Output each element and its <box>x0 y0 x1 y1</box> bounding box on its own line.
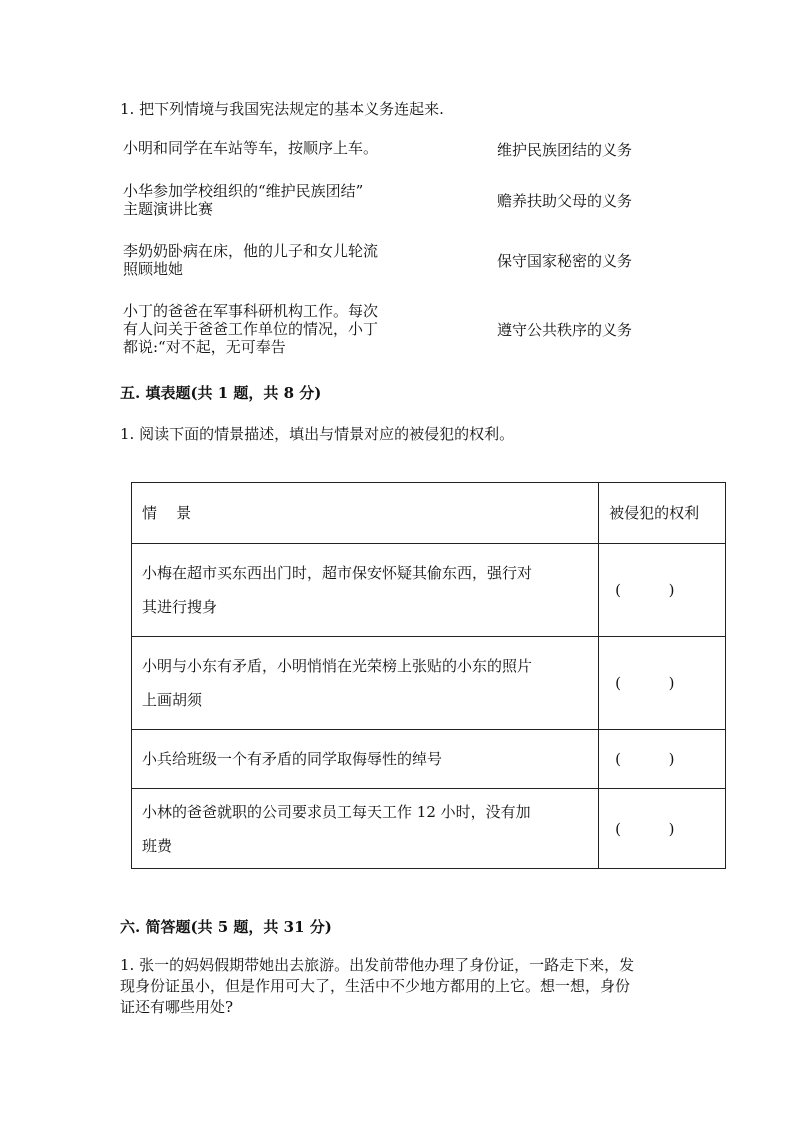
answer-blank[interactable]: ( ) <box>599 789 726 869</box>
table-row <box>132 637 726 730</box>
scene-line-1: 小兵给班级一个有矛盾的同学取侮辱性的绰号 <box>142 750 443 768</box>
duty-3: 保守国家秘密的义务 <box>497 252 633 270</box>
scene-line-1: 小梅在超市买东西出门时，超市保安怀疑其偷东西，强行对 <box>142 564 533 582</box>
situation-4-line-3: 都说:“对不起，无可奉告 <box>123 338 286 356</box>
situation-2-line-2: 主题演讲比赛 <box>123 200 214 218</box>
table-row <box>132 544 726 637</box>
answer-blank[interactable]: ( ) <box>599 637 726 730</box>
situation-1-line-1: 小明和同学在车站等车，按顺序上车。 <box>123 139 379 157</box>
scene-line-2: 上画胡须 <box>142 691 203 709</box>
duty-4: 遵守公共秩序的义务 <box>497 321 633 339</box>
situation-2-line-1: 小华参加学校组织的“维护民族团结” <box>123 182 364 200</box>
scene-cell <box>132 730 599 789</box>
answer-blank[interactable]: ( ) <box>599 544 726 637</box>
scene-line-1: 小明与小东有矛盾，小明悄悄在光荣榜上张贴的小东的照片 <box>142 657 533 675</box>
table-header-row <box>132 483 726 544</box>
table-row <box>132 789 726 869</box>
situation-3-line-1: 李奶奶卧病在床，他的儿子和女儿轮流 <box>123 242 379 260</box>
rights-table <box>131 482 726 869</box>
situation-3-line-2: 照顾地她 <box>123 260 184 278</box>
table-question: 1. 阅读下面的情景描述，填出与情景对应的被侵犯的权利。 <box>120 425 515 443</box>
header-right: 被侵犯的权利 <box>599 483 726 544</box>
situation-1 <box>123 139 378 157</box>
scene-line-1: 小林的爸爸就职的公司要求员工每天工作 12 小时，没有加 <box>142 802 531 821</box>
scene-line-2: 其进行搜身 <box>142 598 218 616</box>
situation-4-line-1: 小丁的爸爸在军事科研机构工作。每次 <box>123 302 379 320</box>
duty-1: 维护民族团结的义务 <box>497 141 633 159</box>
section-6-heading: 六. 简答题(共 5 题，共 31 分) <box>120 918 332 936</box>
situation-4-line-2: 有人问关于爸爸工作单位的情况，小丁 <box>123 320 379 338</box>
short-answer-question <box>120 955 634 1018</box>
situation-3 <box>123 242 378 278</box>
duty-2: 赡养扶助父母的义务 <box>497 192 633 210</box>
table-row <box>132 730 726 789</box>
situation-2 <box>123 182 363 218</box>
question-line-2: 现身份证虽小，但是作用可大了，生活中不少地方都用的上它。想一想，身份 <box>120 977 631 995</box>
question-line-3: 证还有哪些用处? <box>120 998 234 1016</box>
section-5-heading: 五. 填表题(共 1 题，共 8 分) <box>120 384 322 402</box>
question-line-1: 1. 张一的妈妈假期带她出去旅游。出发前带他办理了身份证，一路走下来，发 <box>120 956 635 974</box>
matching-question: 1. 把下列情境与我国宪法规定的基本义务连起来. <box>120 100 444 118</box>
situation-4 <box>123 302 378 356</box>
scene-line-2: 班费 <box>142 836 173 855</box>
scene-cell <box>132 789 599 869</box>
scene-cell <box>132 544 599 637</box>
answer-blank[interactable]: ( ) <box>599 730 726 789</box>
scene-cell <box>132 637 599 730</box>
header-scene: 情 景 <box>132 483 599 544</box>
